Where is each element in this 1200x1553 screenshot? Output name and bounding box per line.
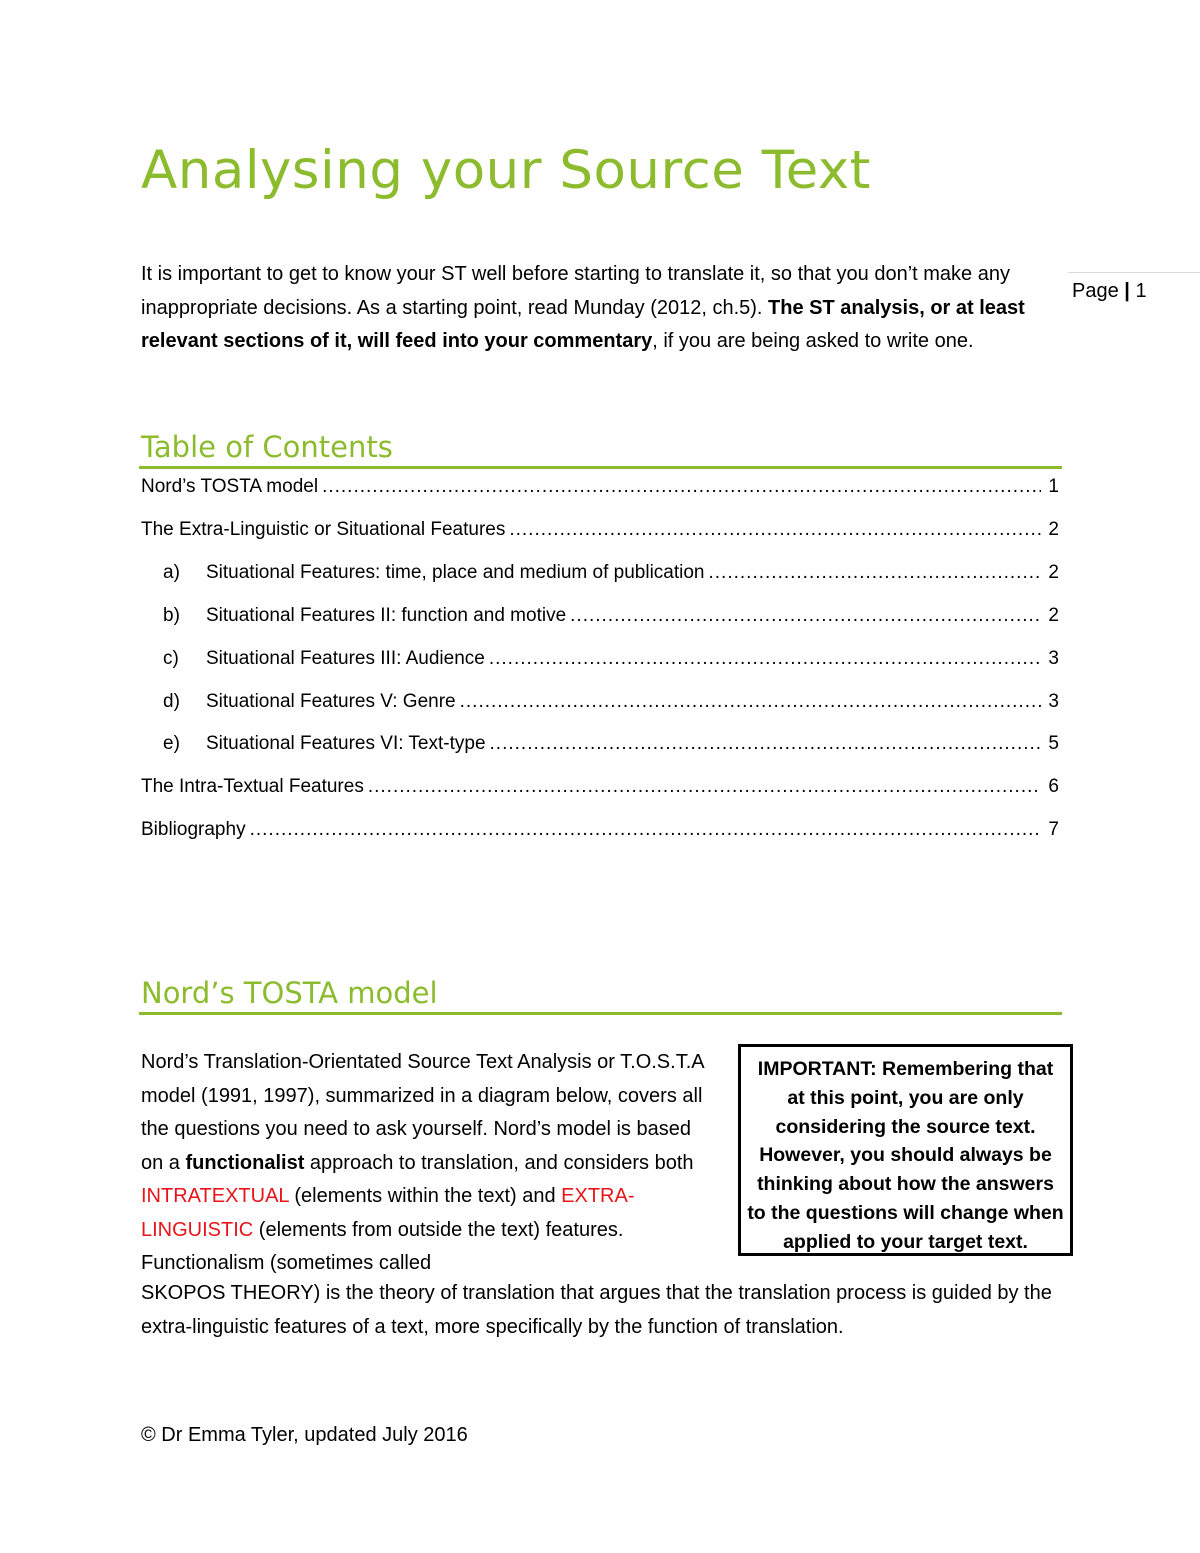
toc-entry-text: Situational Features: time, place and medium of publication [206,562,705,583]
toc-entry-page: 7 [1048,819,1059,840]
toc-entry-text: Situational Features VI: Text-type [206,733,486,754]
intro-bold-text: The ST analysis, or at least relevant sections of it, will feed into your commentary [141,296,1025,352]
extra-linguistic-term: EXTRA-LINGUISTIC [141,1185,635,1241]
toc-entry-page: 6 [1048,776,1059,797]
toc-entry-letter: b) [163,605,180,626]
toc-entry-page: 1 [1048,476,1059,497]
toc-entry-text: Situational Features III: Audience [206,648,485,669]
toc-entry[interactable] [163,691,1059,717]
toc-heading-rule [139,466,1062,469]
toc-entry-page: 2 [1048,519,1059,540]
toc-entry-page: 3 [1048,691,1059,712]
toc-entry-letter: a) [163,562,180,583]
intro-text-2: , if you are being asked to write one. [652,330,974,352]
nord-paragraph-continued: SKOPOS THEORY) is the theory of translation that argues that the translation process is guided by the extra-linguistic features of a text, more specifically by the function of translation. [141,1282,1052,1338]
toc-entry[interactable] [163,605,1059,631]
intro-text-1: It is important to get to know your ST well before starting to translate it, so that you don’t make any inappropriate decisions. As a starting point, read Munday (2012, ch.5). [141,263,1010,319]
toc-dot-leader [322,476,1041,498]
toc-dot-leader [489,648,1041,670]
toc-heading: Table of Contents [141,430,393,464]
toc-entry-page: 2 [1048,562,1059,583]
toc-entry[interactable] [163,648,1059,674]
toc-entry-text: Situational Features V: Genre [206,691,456,712]
toc-dot-leader [709,562,1042,584]
page-number-value: 1 [1135,280,1147,302]
toc-entry[interactable] [141,519,1059,545]
page-separator: | [1124,280,1130,302]
toc-dot-leader [368,776,1041,798]
toc-entry[interactable] [141,819,1059,845]
page-number [1072,280,1147,303]
toc-entry-text: The Extra-Linguistic or Situational Features [141,519,506,540]
toc-entry[interactable] [163,562,1059,588]
toc-entry-text: Bibliography [141,819,246,840]
important-note-text: IMPORTANT: Remembering that at this point, you are only considering the source text. However, you should always be thinking about how the answers to the questions will change when applied to your target text. [747,1058,1064,1253]
toc-entry-page: 2 [1048,605,1059,626]
footer-copyright: © Dr Emma Tyler, updated July 2016 [141,1424,468,1446]
toc-entry-page: 3 [1048,648,1059,669]
toc-dot-leader [460,691,1041,713]
toc-entry-text: Situational Features II: function and motive [206,605,567,626]
nord-paragraph [141,1046,716,1281]
toc-entry-text: The Intra-Textual Features [141,776,364,797]
toc-dot-leader [490,733,1041,755]
toc-entry[interactable] [141,476,1059,502]
document-title: Analysing your Source Text [141,140,871,201]
toc-entry-letter: c) [163,648,179,669]
toc-entry-letter: e) [163,733,180,754]
intratextual-term: INTRATEXTUAL [141,1185,289,1207]
page-label: Page [1072,280,1119,302]
nord-text-4: (elements from outside the text) features. Functionalism (sometimes called [141,1218,624,1274]
important-note-box [738,1044,1073,1256]
toc-entry[interactable] [163,733,1059,759]
nord-text-3: (elements within the text) and [288,1185,562,1207]
section-heading-nord: Nord’s TOSTA model [141,976,438,1010]
toc-dot-leader [570,605,1041,627]
toc-entry-text: Nord’s TOSTA model [141,476,319,497]
toc-entry-letter: d) [163,691,180,712]
nord-bold-term: functionalist [185,1151,305,1174]
toc-dot-leader [509,519,1041,541]
toc-entry[interactable] [141,776,1059,802]
page-number-rule [1068,272,1200,273]
toc-dot-leader [250,819,1041,841]
section-heading-rule [139,1012,1062,1015]
intro-paragraph [141,258,1071,359]
nord-text-2: approach to translation, and considers both [304,1151,694,1174]
toc-entry-page: 5 [1048,733,1059,754]
nord-text-1: Nord’s Translation-Orientated Source Text Analysis or T.O.S.T.A model (1991, 1997), summarized in a diagram below, covers all the questions you need to ask yourself. Nord’s model is based on a [141,1051,704,1174]
